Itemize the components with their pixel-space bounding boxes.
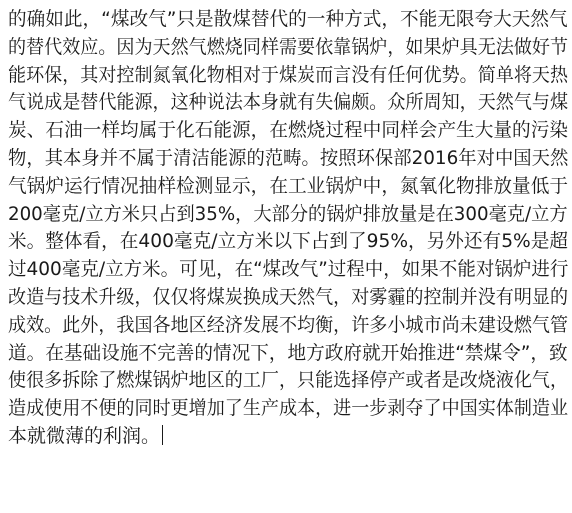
- paragraph-line: 的替代效应。因为天然气燃烧同样需要依靠锅炉，如果炉具无法做好节: [8, 35, 569, 58]
- paragraph-line: 物，其本身并不属于清洁能源的范畴。按照环保部2016年对中国天然: [8, 146, 569, 169]
- article-paragraph: [8, 6, 569, 451]
- paragraph-line-text: 本就微薄的利润。: [8, 424, 161, 447]
- paragraph-line: 200毫克/立方米只占到35%，大部分的锅炉排放量是在300毫克/立方: [8, 202, 568, 225]
- paragraph-line: 使很多拆除了燃煤锅炉地区的工厂，只能选择停产或者是改烧液化气，: [8, 369, 569, 392]
- paragraph-line: 成效。此外，我国各地区经济发展不均衡，许多小城市尚未建设燃气管: [8, 313, 569, 336]
- paragraph-line: 道。在基础设施不完善的情况下，地方政府就开始推进“禁煤令”，致: [8, 341, 568, 364]
- paragraph-line: 气说成是替代能源，这种说法本身就有失偏颇。众所周知，天然气与煤: [8, 91, 569, 114]
- paragraph-line: 的确如此，“煤改气”只是散煤替代的一种方式，不能无限夸大天然气: [8, 8, 568, 30]
- paragraph-line: 过400毫克/立方米。可见，在“煤改气”过程中，如果不能对锅炉进行: [8, 258, 569, 281]
- paragraph-line: 改造与技术升级，仅仅将煤炭换成天然气，对雾霾的控制并没有明显的: [8, 285, 569, 308]
- paragraph-line: 米。整体看，在400毫克/立方米以下占到了95%，另外还有5%是超: [8, 230, 569, 253]
- text-cursor: [162, 425, 163, 445]
- paragraph-line: 造成使用不便的同时更增加了生产成本，进一步剥夺了中国实体制造业: [8, 397, 569, 420]
- paragraph-line: 炭、石油一样均属于化石能源，在燃烧过程中同样会产生大量的污染: [8, 119, 569, 142]
- paragraph-line: 气锅炉运行情况抽样检测显示，在工业锅炉中，氮氧化物排放量低于: [8, 174, 569, 197]
- paragraph-last-line: [8, 423, 566, 451]
- paragraph-line: 能环保，其对控制氮氧化物相对于煤炭而言没有任何优势。简单将天热: [8, 63, 569, 86]
